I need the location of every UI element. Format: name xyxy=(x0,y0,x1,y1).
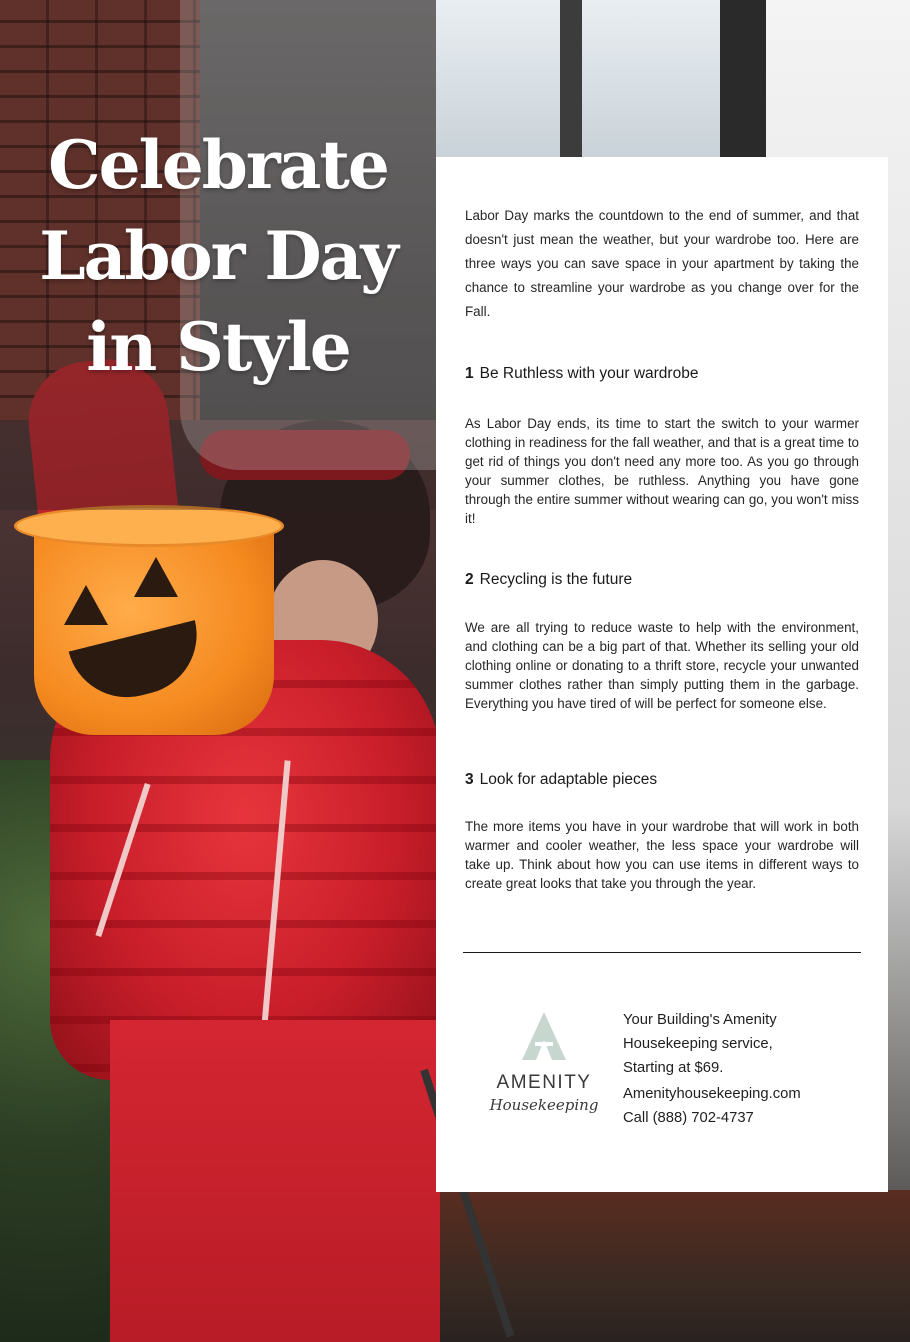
contact-line: Starting at $69. xyxy=(623,1060,724,1076)
headline xyxy=(0,120,436,393)
section-title: Look for adaptable pieces xyxy=(479,771,658,788)
contact-line: Your Building's Amenity xyxy=(623,1012,777,1028)
ground xyxy=(420,1190,910,1342)
headline-line: Celebrate xyxy=(48,126,388,204)
headline-line: Labor Day xyxy=(39,217,397,295)
contact-info xyxy=(623,1008,873,1130)
bucket-rim xyxy=(14,505,284,547)
divider xyxy=(463,952,861,953)
phone-number[interactable]: Call (888) 702-4737 xyxy=(623,1110,754,1126)
section-title: Be Ruthless with your wardrobe xyxy=(479,365,699,382)
amenity-logo xyxy=(486,1012,602,1132)
section-number: 3 xyxy=(465,771,474,788)
pumpkin-bucket xyxy=(14,505,284,735)
pumpkin-eye xyxy=(64,585,108,625)
section-body: The more items you have in your wardrobe that will work in both warmer and cooler weather, the less space your wardrobe will take up. Think about how you can use items in different ways to create great looks that take you through the year. xyxy=(465,819,859,891)
section-number: 2 xyxy=(465,571,474,588)
content-card xyxy=(436,157,888,1192)
window-frame xyxy=(560,0,582,158)
logo-wordmark: AMENITY xyxy=(496,1072,592,1093)
window-frame xyxy=(720,0,766,158)
section-heading xyxy=(465,365,698,383)
section-title: Recycling is the future xyxy=(479,571,633,588)
website-link[interactable]: Amenityhousekeeping.com xyxy=(623,1086,801,1102)
section-heading xyxy=(465,571,632,589)
window xyxy=(436,0,766,158)
logo-script: Housekeeping xyxy=(489,1096,599,1114)
logo-a-icon xyxy=(522,1012,566,1060)
headline-line: in Style xyxy=(86,308,350,386)
red-costume-skirt xyxy=(110,1020,440,1342)
intro-paragraph: Labor Day marks the countdown to the end of summer, and that doesn't just mean the weather, but your wardrobe too. Here are three ways you can save space in your apartment by taking the chance to streamline your wardrobe as you change over for the Fall. xyxy=(465,208,859,319)
section-number: 1 xyxy=(465,365,474,382)
contact-line: Housekeeping service, xyxy=(623,1036,773,1052)
section-body: We are all trying to reduce waste to help with the environment, and clothing can be a big part of that. Whether its selling your old clothing online or donating to a thrift store, recycle your unwanted summer clothes rather than simply putting them in the garbage. Everything you have tired of will be perfect for someone else. xyxy=(465,620,859,711)
section-heading xyxy=(465,771,657,789)
section-body: As Labor Day ends, its time to start the switch to your warmer clothing in readiness for the fall weather, and that is a great time to get rid of things you don't need any more too. As you go through your summer clothes, be ruthless. Anything you have gone through the entire summer without wearing can go, you won't miss it! xyxy=(465,416,859,526)
pumpkin-eye xyxy=(134,557,178,597)
